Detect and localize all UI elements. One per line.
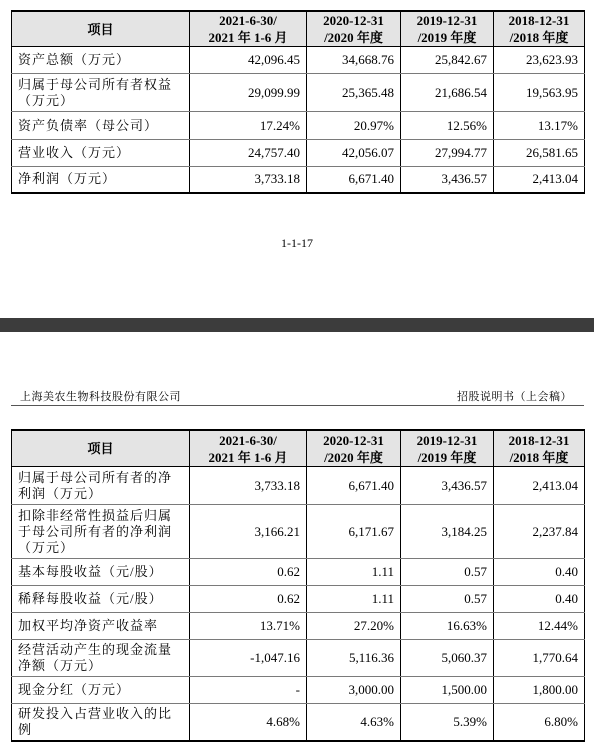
cell-value: 1,800.00 bbox=[494, 677, 585, 704]
company-name: 上海美农生物科技股份有限公司 bbox=[20, 391, 181, 403]
row-label: 归属于母公司所有者的净利润（万元） bbox=[12, 467, 190, 505]
header-text: 2020-12-31 /2020 年度 bbox=[323, 432, 384, 465]
header-text: 2018-12-31 /2018 年度 bbox=[508, 432, 570, 465]
col-header-2019 bbox=[401, 430, 494, 467]
cell-value: 17.24% bbox=[190, 112, 307, 140]
cell-value: -1,047.16 bbox=[190, 640, 307, 677]
cell-value: 1,500.00 bbox=[401, 677, 494, 704]
cell-value: 3,184.25 bbox=[401, 505, 494, 559]
header-text: 2019-12-31 /2019 年度 bbox=[416, 432, 478, 465]
cell-value: 23,623.93 bbox=[494, 47, 585, 74]
page-break-divider bbox=[0, 318, 594, 332]
cell-value: 3,436.57 bbox=[401, 167, 494, 193]
cell-value: 4.63% bbox=[307, 704, 401, 741]
cell-value: 6,671.40 bbox=[307, 167, 401, 193]
header-rule bbox=[11, 405, 584, 406]
table-row bbox=[12, 74, 585, 112]
header-text: 2021-6-30/ 2021 年 1-6 月 bbox=[208, 432, 288, 465]
col-header-2019 bbox=[401, 11, 494, 47]
col-header-2020 bbox=[307, 430, 401, 467]
table-row bbox=[12, 640, 585, 677]
cell-value: 0.57 bbox=[401, 559, 494, 586]
cell-value: 26,581.65 bbox=[494, 140, 585, 167]
cell-value: 25,842.67 bbox=[401, 47, 494, 74]
row-label: 经营活动产生的现金流量净额（万元） bbox=[12, 640, 190, 677]
cell-value: 27,994.77 bbox=[401, 140, 494, 167]
table-row bbox=[12, 167, 585, 193]
row-label: 营业收入（万元） bbox=[12, 140, 190, 167]
cell-value: 6,171.67 bbox=[307, 505, 401, 559]
cell-value: 0.40 bbox=[494, 559, 585, 586]
row-label: 研发投入占营业收入的比例 bbox=[12, 704, 190, 741]
cell-value: 24,757.40 bbox=[190, 140, 307, 167]
financial-summary-table-2 bbox=[11, 429, 585, 742]
table-row bbox=[12, 112, 585, 140]
cell-value: 3,733.18 bbox=[190, 467, 307, 505]
cell-value: 19,563.95 bbox=[494, 74, 585, 112]
financial-summary-table-1 bbox=[11, 10, 585, 194]
row-label: 资产总额（万元） bbox=[12, 47, 190, 74]
header-text: 项目 bbox=[87, 441, 114, 456]
cell-value: 20.97% bbox=[307, 112, 401, 140]
col-header-2020 bbox=[307, 11, 401, 47]
cell-value: 6.80% bbox=[494, 704, 585, 741]
row-label: 净利润（万元） bbox=[12, 167, 190, 193]
cell-value: 21,686.54 bbox=[401, 74, 494, 112]
cell-value: 13.17% bbox=[494, 112, 585, 140]
table-header-row bbox=[12, 11, 585, 47]
cell-value: 3,733.18 bbox=[190, 167, 307, 193]
cell-value: 3,000.00 bbox=[307, 677, 401, 704]
row-label: 资产负债率（母公司） bbox=[12, 112, 190, 140]
cell-value: 42,096.45 bbox=[190, 47, 307, 74]
document-title: 招股说明书（上会稿） bbox=[457, 391, 572, 403]
row-label: 现金分红（万元） bbox=[12, 677, 190, 704]
cell-value: 5.39% bbox=[401, 704, 494, 741]
cell-value: 25,365.48 bbox=[307, 74, 401, 112]
row-label: 稀释每股收益（元/股） bbox=[12, 586, 190, 613]
cell-value: 1.11 bbox=[307, 586, 401, 613]
col-header-2021h1 bbox=[190, 430, 307, 467]
table-row bbox=[12, 140, 585, 167]
table-row bbox=[12, 586, 585, 613]
cell-value: 5,060.37 bbox=[401, 640, 494, 677]
cell-value: 3,166.21 bbox=[190, 505, 307, 559]
cell-value: 0.62 bbox=[190, 559, 307, 586]
cell-value: 12.56% bbox=[401, 112, 494, 140]
cell-value: 4.68% bbox=[190, 704, 307, 741]
cell-value: 13.71% bbox=[190, 613, 307, 640]
cell-value: 0.40 bbox=[494, 586, 585, 613]
cell-value: 16.63% bbox=[401, 613, 494, 640]
cell-value: 2,413.04 bbox=[494, 467, 585, 505]
cell-value: 6,671.40 bbox=[307, 467, 401, 505]
col-header-2021h1 bbox=[190, 11, 307, 47]
table-row bbox=[12, 47, 585, 74]
table-row bbox=[12, 559, 585, 586]
table-row bbox=[12, 704, 585, 741]
cell-value: 1,770.64 bbox=[494, 640, 585, 677]
header-text: 2018-12-31 /2018 年度 bbox=[508, 13, 570, 45]
table-header-row bbox=[12, 430, 585, 467]
cell-value: - bbox=[190, 677, 307, 704]
header-text: 2020-12-31 /2020 年度 bbox=[323, 13, 384, 45]
cell-value: 2,413.04 bbox=[494, 167, 585, 193]
page-number: 1-1-17 bbox=[281, 236, 313, 250]
cell-value: 34,668.76 bbox=[307, 47, 401, 74]
table-row bbox=[12, 467, 585, 505]
table-row bbox=[12, 677, 585, 704]
cell-value: 3,436.57 bbox=[401, 467, 494, 505]
col-header-item bbox=[12, 430, 190, 467]
cell-value: 12.44% bbox=[494, 613, 585, 640]
cell-value: 2,237.84 bbox=[494, 505, 585, 559]
table-row bbox=[12, 505, 585, 559]
table-row bbox=[12, 613, 585, 640]
header-text: 2021-6-30/ 2021 年 1-6 月 bbox=[208, 13, 288, 45]
cell-value: 0.62 bbox=[190, 586, 307, 613]
col-header-2018 bbox=[494, 11, 585, 47]
cell-value: 0.57 bbox=[401, 586, 494, 613]
col-header-item bbox=[12, 11, 190, 47]
cell-value: 27.20% bbox=[307, 613, 401, 640]
row-label: 归属于母公司所有者权益（万元） bbox=[12, 74, 190, 112]
row-label: 基本每股收益（元/股） bbox=[12, 559, 190, 586]
header-text: 2019-12-31 /2019 年度 bbox=[416, 13, 478, 45]
row-label: 加权平均净资产收益率 bbox=[12, 613, 190, 640]
header-text: 项目 bbox=[87, 21, 114, 37]
col-header-2018 bbox=[494, 430, 585, 467]
cell-value: 5,116.36 bbox=[307, 640, 401, 677]
cell-value: 42,056.07 bbox=[307, 140, 401, 167]
cell-value: 29,099.99 bbox=[190, 74, 307, 112]
row-label: 扣除非经常性损益后归属于母公司所有者的净利润（万元） bbox=[12, 505, 190, 559]
cell-value: 1.11 bbox=[307, 559, 401, 586]
